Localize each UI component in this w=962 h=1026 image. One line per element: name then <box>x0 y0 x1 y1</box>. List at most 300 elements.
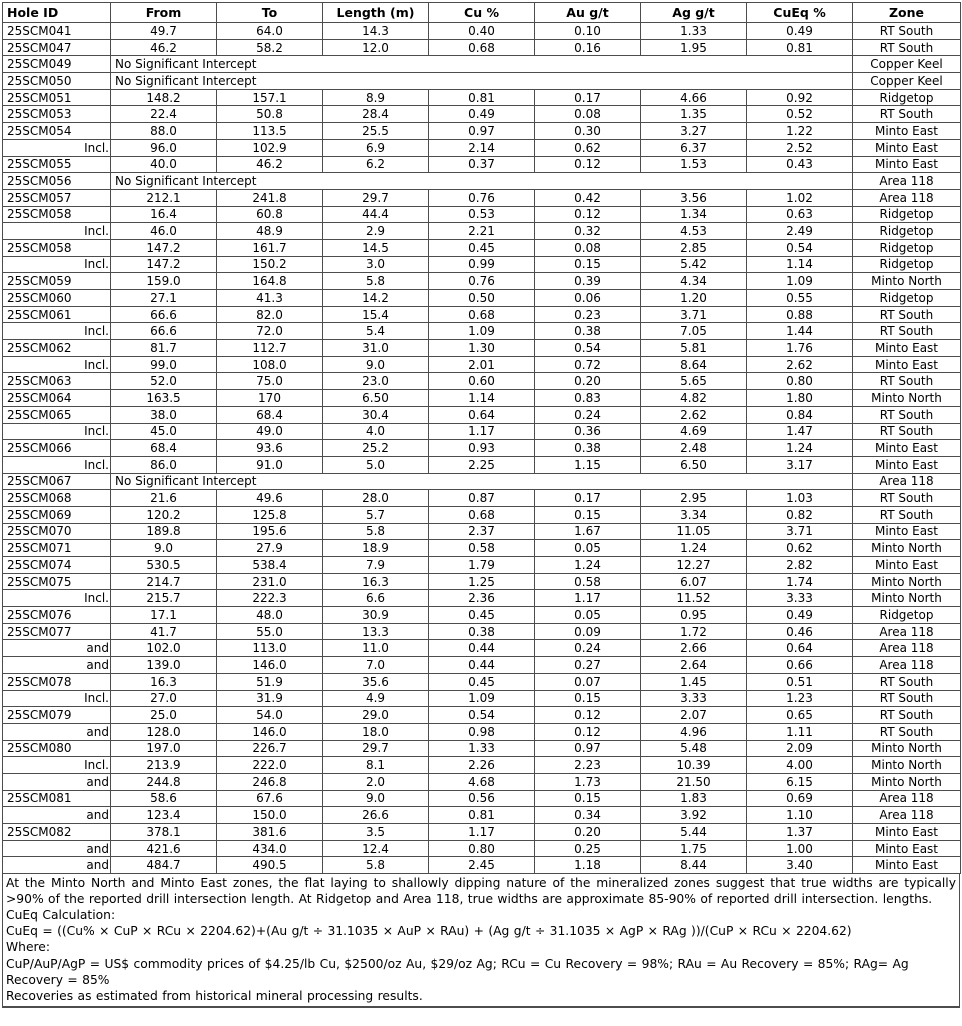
to-cell: 93.6 <box>217 440 323 457</box>
table-row <box>3 540 961 557</box>
au-cell: 0.36 <box>535 423 641 440</box>
to-cell: 102.9 <box>217 139 323 156</box>
hole-id-cell: 25SCM058 <box>3 206 111 223</box>
no-significant-intercept-cell: No Significant Intercept <box>111 173 853 190</box>
to-cell: 538.4 <box>217 557 323 574</box>
length-cell: 6.6 <box>323 590 429 607</box>
table-row <box>3 690 961 707</box>
cueq-cell: 1.14 <box>747 256 853 273</box>
au-cell: 0.24 <box>535 406 641 423</box>
no-significant-intercept-cell: No Significant Intercept <box>111 473 853 490</box>
from-cell: 27.1 <box>111 290 217 307</box>
length-cell: 6.2 <box>323 156 429 173</box>
au-cell: 0.06 <box>535 290 641 307</box>
cueq-cell: 0.88 <box>747 306 853 323</box>
zone-cell: Area 118 <box>853 790 961 807</box>
to-cell: 113.5 <box>217 123 323 140</box>
cueq-cell: 3.40 <box>747 857 853 874</box>
cu-cell: 1.17 <box>429 423 535 440</box>
length-cell: 4.0 <box>323 423 429 440</box>
au-cell: 0.20 <box>535 373 641 390</box>
from-cell: 378.1 <box>111 824 217 841</box>
au-cell: 0.17 <box>535 490 641 507</box>
column-header-au: Au g/t <box>535 3 641 23</box>
cu-cell: 0.60 <box>429 373 535 390</box>
au-cell: 0.72 <box>535 356 641 373</box>
length-cell: 25.5 <box>323 123 429 140</box>
zone-cell: Area 118 <box>853 473 961 490</box>
length-cell: 4.9 <box>323 690 429 707</box>
au-cell: 2.23 <box>535 757 641 774</box>
from-cell: 46.0 <box>111 223 217 240</box>
cueq-cell: 2.62 <box>747 356 853 373</box>
from-cell: 96.0 <box>111 139 217 156</box>
hole-id-cell: 25SCM074 <box>3 557 111 574</box>
from-cell: 148.2 <box>111 89 217 106</box>
zone-cell: Area 118 <box>853 807 961 824</box>
au-cell: 0.10 <box>535 23 641 40</box>
cu-cell: 0.81 <box>429 89 535 106</box>
au-cell: 1.73 <box>535 773 641 790</box>
cu-cell: 0.97 <box>429 123 535 140</box>
cueq-cell: 0.65 <box>747 707 853 724</box>
zone-cell: Copper Keel <box>853 56 961 73</box>
ag-cell: 1.24 <box>641 540 747 557</box>
au-cell: 0.07 <box>535 673 641 690</box>
ag-cell: 4.53 <box>641 223 747 240</box>
from-cell: 102.0 <box>111 640 217 657</box>
cueq-cell: 1.24 <box>747 440 853 457</box>
hole-id-cell: 25SCM047 <box>3 39 111 56</box>
footnote-cueq-calculation-label: CuEq Calculation: <box>6 908 116 923</box>
hole-id-cell: 25SCM063 <box>3 373 111 390</box>
to-cell: 125.8 <box>217 506 323 523</box>
length-cell: 15.4 <box>323 306 429 323</box>
cueq-cell: 0.49 <box>747 23 853 40</box>
column-header-ag: Ag g/t <box>641 3 747 23</box>
ag-cell: 1.72 <box>641 623 747 640</box>
zone-cell: Minto East <box>853 139 961 156</box>
ag-cell: 6.07 <box>641 573 747 590</box>
table-row <box>3 723 961 740</box>
table-row <box>3 39 961 56</box>
au-cell: 0.05 <box>535 607 641 624</box>
to-cell: 48.9 <box>217 223 323 240</box>
from-cell: 21.6 <box>111 490 217 507</box>
zone-cell: Minto North <box>853 390 961 407</box>
cueq-cell: 2.52 <box>747 139 853 156</box>
length-cell: 16.3 <box>323 573 429 590</box>
cu-cell: 1.14 <box>429 390 535 407</box>
table-row <box>3 89 961 106</box>
cu-cell: 0.64 <box>429 406 535 423</box>
ag-cell: 3.71 <box>641 306 747 323</box>
from-cell: 147.2 <box>111 256 217 273</box>
from-cell: 212.1 <box>111 189 217 206</box>
length-cell: 18.0 <box>323 723 429 740</box>
cu-cell: 0.56 <box>429 790 535 807</box>
au-cell: 1.15 <box>535 456 641 473</box>
from-cell: 45.0 <box>111 423 217 440</box>
hole-id-cell: 25SCM050 <box>3 73 111 90</box>
from-cell: 159.0 <box>111 273 217 290</box>
ag-cell: 4.69 <box>641 423 747 440</box>
au-cell: 0.97 <box>535 740 641 757</box>
cu-cell: 2.21 <box>429 223 535 240</box>
to-cell: 108.0 <box>217 356 323 373</box>
hole-id-cell: Incl. <box>3 757 111 774</box>
to-cell: 75.0 <box>217 373 323 390</box>
hole-id-cell: 25SCM068 <box>3 490 111 507</box>
au-cell: 0.38 <box>535 323 641 340</box>
zone-cell: RT South <box>853 673 961 690</box>
table-row <box>3 23 961 40</box>
from-cell: 244.8 <box>111 773 217 790</box>
length-cell: 9.0 <box>323 790 429 807</box>
from-cell: 27.0 <box>111 690 217 707</box>
table-body <box>3 23 961 874</box>
ag-cell: 5.48 <box>641 740 747 757</box>
footnotes-block <box>2 874 960 1008</box>
from-cell: 25.0 <box>111 707 217 724</box>
to-cell: 27.9 <box>217 540 323 557</box>
hole-id-cell: and <box>3 723 111 740</box>
length-cell: 11.0 <box>323 640 429 657</box>
hole-id-cell: 25SCM054 <box>3 123 111 140</box>
zone-cell: RT South <box>853 506 961 523</box>
au-cell: 0.34 <box>535 807 641 824</box>
zone-cell: RT South <box>853 323 961 340</box>
table-row <box>3 490 961 507</box>
footnote-cueq-formula: CuEq = ((Cu% × CuP × RCu × 2204.62)+(Au g/t ÷ 31.1035 × AuP × RAu) + (Ag g/t ÷ 31.1035 × AgP × RAg ))/(CuP × RCu × 2204.62) <box>6 924 852 939</box>
column-header-cueq: CuEq % <box>747 3 853 23</box>
table-row-no-intercept <box>3 73 961 90</box>
cu-cell: 1.30 <box>429 340 535 357</box>
to-cell: 49.0 <box>217 423 323 440</box>
length-cell: 30.9 <box>323 607 429 624</box>
cu-cell: 0.37 <box>429 156 535 173</box>
table-row <box>3 824 961 841</box>
au-cell: 0.12 <box>535 156 641 173</box>
hole-id-cell: Incl. <box>3 423 111 440</box>
zone-cell: Minto East <box>853 557 961 574</box>
ag-cell: 6.37 <box>641 139 747 156</box>
cu-cell: 0.44 <box>429 640 535 657</box>
ag-cell: 3.33 <box>641 690 747 707</box>
table-row-no-intercept <box>3 173 961 190</box>
cueq-cell: 3.33 <box>747 590 853 607</box>
to-cell: 72.0 <box>217 323 323 340</box>
header-row <box>3 3 961 23</box>
cu-cell: 1.09 <box>429 690 535 707</box>
hole-id-cell: 25SCM078 <box>3 673 111 690</box>
hole-id-cell: and <box>3 773 111 790</box>
table-row <box>3 423 961 440</box>
zone-cell: RT South <box>853 423 961 440</box>
from-cell: 41.7 <box>111 623 217 640</box>
from-cell: 81.7 <box>111 340 217 357</box>
hole-id-cell: Incl. <box>3 590 111 607</box>
table-row <box>3 673 961 690</box>
zone-cell: Area 118 <box>853 623 961 640</box>
cueq-cell: 1.11 <box>747 723 853 740</box>
ag-cell: 5.65 <box>641 373 747 390</box>
table-row <box>3 773 961 790</box>
cu-cell: 1.79 <box>429 557 535 574</box>
ag-cell: 2.85 <box>641 239 747 256</box>
cu-cell: 0.99 <box>429 256 535 273</box>
zone-cell: RT South <box>853 106 961 123</box>
from-cell: 86.0 <box>111 456 217 473</box>
cu-cell: 0.76 <box>429 189 535 206</box>
ag-cell: 1.20 <box>641 290 747 307</box>
to-cell: 246.8 <box>217 773 323 790</box>
au-cell: 0.12 <box>535 707 641 724</box>
au-cell: 0.12 <box>535 723 641 740</box>
length-cell: 5.8 <box>323 523 429 540</box>
zone-cell: Ridgetop <box>853 206 961 223</box>
ag-cell: 1.83 <box>641 790 747 807</box>
au-cell: 0.09 <box>535 623 641 640</box>
hole-id-cell: Incl. <box>3 256 111 273</box>
cueq-cell: 1.10 <box>747 807 853 824</box>
zone-cell: Minto East <box>853 523 961 540</box>
hole-id-cell: 25SCM049 <box>3 56 111 73</box>
ag-cell: 1.53 <box>641 156 747 173</box>
length-cell: 5.7 <box>323 506 429 523</box>
from-cell: 68.4 <box>111 440 217 457</box>
to-cell: 46.2 <box>217 156 323 173</box>
ag-cell: 4.66 <box>641 89 747 106</box>
cu-cell: 0.40 <box>429 23 535 40</box>
length-cell: 5.8 <box>323 273 429 290</box>
from-cell: 215.7 <box>111 590 217 607</box>
hole-id-cell: 25SCM076 <box>3 607 111 624</box>
cueq-cell: 3.17 <box>747 456 853 473</box>
ag-cell: 2.64 <box>641 657 747 674</box>
zone-cell: Area 118 <box>853 173 961 190</box>
length-cell: 14.5 <box>323 239 429 256</box>
ag-cell: 10.39 <box>641 757 747 774</box>
from-cell: 189.8 <box>111 523 217 540</box>
zone-cell: Minto North <box>853 590 961 607</box>
ag-cell: 21.50 <box>641 773 747 790</box>
cu-cell: 0.68 <box>429 39 535 56</box>
to-cell: 41.3 <box>217 290 323 307</box>
length-cell: 18.9 <box>323 540 429 557</box>
ag-cell: 1.35 <box>641 106 747 123</box>
hole-id-cell: and <box>3 657 111 674</box>
cueq-cell: 0.81 <box>747 39 853 56</box>
cu-cell: 0.53 <box>429 206 535 223</box>
hole-id-cell: 25SCM056 <box>3 173 111 190</box>
cu-cell: 2.25 <box>429 456 535 473</box>
length-cell: 31.0 <box>323 340 429 357</box>
ag-cell: 8.44 <box>641 857 747 874</box>
au-cell: 0.15 <box>535 506 641 523</box>
zone-cell: RT South <box>853 490 961 507</box>
column-header-zone: Zone <box>853 3 961 23</box>
au-cell: 1.18 <box>535 857 641 874</box>
length-cell: 12.0 <box>323 39 429 56</box>
from-cell: 139.0 <box>111 657 217 674</box>
hole-id-cell: 25SCM065 <box>3 406 111 423</box>
to-cell: 226.7 <box>217 740 323 757</box>
ag-cell: 8.64 <box>641 356 747 373</box>
to-cell: 91.0 <box>217 456 323 473</box>
au-cell: 0.15 <box>535 790 641 807</box>
to-cell: 164.8 <box>217 273 323 290</box>
hole-id-cell: and <box>3 840 111 857</box>
zone-cell: RT South <box>853 306 961 323</box>
au-cell: 0.32 <box>535 223 641 240</box>
cueq-cell: 0.64 <box>747 640 853 657</box>
ag-cell: 4.34 <box>641 273 747 290</box>
table-row <box>3 123 961 140</box>
ag-cell: 5.42 <box>641 256 747 273</box>
to-cell: 157.1 <box>217 89 323 106</box>
footnote-true-widths: At the Minto North and Minto East zones, the flat laying to shallowly dipping nature of the mineralized zones suggest that true widths are typically >90% of the reported drill intersection length. At Ridgetop and Area 118, true widths are approximate 85-90% of reported drill intersection. lengths. <box>6 876 956 907</box>
zone-cell: Minto North <box>853 273 961 290</box>
hole-id-cell: 25SCM055 <box>3 156 111 173</box>
length-cell: 3.5 <box>323 824 429 841</box>
to-cell: 112.7 <box>217 340 323 357</box>
length-cell: 28.4 <box>323 106 429 123</box>
length-cell: 23.0 <box>323 373 429 390</box>
cueq-cell: 1.23 <box>747 690 853 707</box>
au-cell: 0.12 <box>535 206 641 223</box>
zone-cell: RT South <box>853 690 961 707</box>
au-cell: 0.25 <box>535 840 641 857</box>
cueq-cell: 0.82 <box>747 506 853 523</box>
cueq-cell: 0.63 <box>747 206 853 223</box>
zone-cell: Minto East <box>853 824 961 841</box>
table-row <box>3 306 961 323</box>
hole-id-cell: 25SCM060 <box>3 290 111 307</box>
column-header-to: To <box>217 3 323 23</box>
to-cell: 146.0 <box>217 657 323 674</box>
hole-id-cell: Incl. <box>3 323 111 340</box>
cueq-cell: 0.80 <box>747 373 853 390</box>
cu-cell: 0.38 <box>429 623 535 640</box>
from-cell: 38.0 <box>111 406 217 423</box>
no-significant-intercept-cell: No Significant Intercept <box>111 56 853 73</box>
hole-id-cell: 25SCM061 <box>3 306 111 323</box>
footnote-where-label: Where: <box>6 940 51 955</box>
zone-cell: Minto East <box>853 440 961 457</box>
drill-results-sheet <box>2 2 960 1008</box>
table-row <box>3 340 961 357</box>
cueq-cell: 1.44 <box>747 323 853 340</box>
from-cell: 17.1 <box>111 607 217 624</box>
length-cell: 9.0 <box>323 356 429 373</box>
to-cell: 241.8 <box>217 189 323 206</box>
to-cell: 146.0 <box>217 723 323 740</box>
zone-cell: Ridgetop <box>853 256 961 273</box>
to-cell: 54.0 <box>217 707 323 724</box>
to-cell: 222.3 <box>217 590 323 607</box>
length-cell: 35.6 <box>323 673 429 690</box>
table-row <box>3 640 961 657</box>
au-cell: 0.23 <box>535 306 641 323</box>
cu-cell: 0.81 <box>429 807 535 824</box>
length-cell: 12.4 <box>323 840 429 857</box>
cueq-cell: 2.49 <box>747 223 853 240</box>
to-cell: 113.0 <box>217 640 323 657</box>
drill-results-table <box>2 2 961 874</box>
cu-cell: 0.58 <box>429 540 535 557</box>
table-row <box>3 373 961 390</box>
from-cell: 163.5 <box>111 390 217 407</box>
from-cell: 22.4 <box>111 106 217 123</box>
cueq-cell: 4.00 <box>747 757 853 774</box>
length-cell: 6.9 <box>323 139 429 156</box>
footnote-recoveries: Recoveries as estimated from historical mineral processing results. <box>6 988 423 1003</box>
table-row <box>3 590 961 607</box>
table-row <box>3 506 961 523</box>
hole-id-cell: 25SCM041 <box>3 23 111 40</box>
zone-cell: Minto East <box>853 340 961 357</box>
ag-cell: 5.44 <box>641 824 747 841</box>
to-cell: 64.0 <box>217 23 323 40</box>
cueq-cell: 0.46 <box>747 623 853 640</box>
to-cell: 31.9 <box>217 690 323 707</box>
from-cell: 66.6 <box>111 323 217 340</box>
hole-id-cell: 25SCM051 <box>3 89 111 106</box>
from-cell: 16.3 <box>111 673 217 690</box>
from-cell: 16.4 <box>111 206 217 223</box>
cu-cell: 2.36 <box>429 590 535 607</box>
zone-cell: Ridgetop <box>853 239 961 256</box>
from-cell: 52.0 <box>111 373 217 390</box>
hole-id-cell: 25SCM069 <box>3 506 111 523</box>
cueq-cell: 1.09 <box>747 273 853 290</box>
footnote-commodity-prices: CuP/AuP/AgP = US$ commodity prices of $4.25/lb Cu, $2500/oz Au, $29/oz Ag; RCu = Cu Recovery = 98%; RAu = Au Recovery = 85%; RAg= Ag Recovery = 85% <box>6 956 909 987</box>
cueq-cell: 0.54 <box>747 239 853 256</box>
au-cell: 1.24 <box>535 557 641 574</box>
hole-id-cell: Incl. <box>3 139 111 156</box>
zone-cell: RT South <box>853 723 961 740</box>
cu-cell: 0.68 <box>429 306 535 323</box>
to-cell: 50.8 <box>217 106 323 123</box>
from-cell: 58.6 <box>111 790 217 807</box>
cu-cell: 1.33 <box>429 740 535 757</box>
zone-cell: Area 118 <box>853 657 961 674</box>
table-row <box>3 740 961 757</box>
cu-cell: 0.98 <box>429 723 535 740</box>
length-cell: 5.4 <box>323 323 429 340</box>
to-cell: 51.9 <box>217 673 323 690</box>
zone-cell: Copper Keel <box>853 73 961 90</box>
cueq-cell: 0.62 <box>747 540 853 557</box>
au-cell: 0.27 <box>535 657 641 674</box>
from-cell: 123.4 <box>111 807 217 824</box>
length-cell: 7.0 <box>323 657 429 674</box>
cueq-cell: 0.84 <box>747 406 853 423</box>
length-cell: 29.0 <box>323 707 429 724</box>
hole-id-cell: and <box>3 857 111 874</box>
from-cell: 46.2 <box>111 39 217 56</box>
zone-cell: Area 118 <box>853 189 961 206</box>
table-row <box>3 273 961 290</box>
hole-id-cell: Incl. <box>3 223 111 240</box>
hole-id-cell: Incl. <box>3 456 111 473</box>
hole-id-cell: 25SCM057 <box>3 189 111 206</box>
cueq-cell: 1.02 <box>747 189 853 206</box>
zone-cell: Area 118 <box>853 640 961 657</box>
cueq-cell: 0.69 <box>747 790 853 807</box>
zone-cell: Minto North <box>853 773 961 790</box>
